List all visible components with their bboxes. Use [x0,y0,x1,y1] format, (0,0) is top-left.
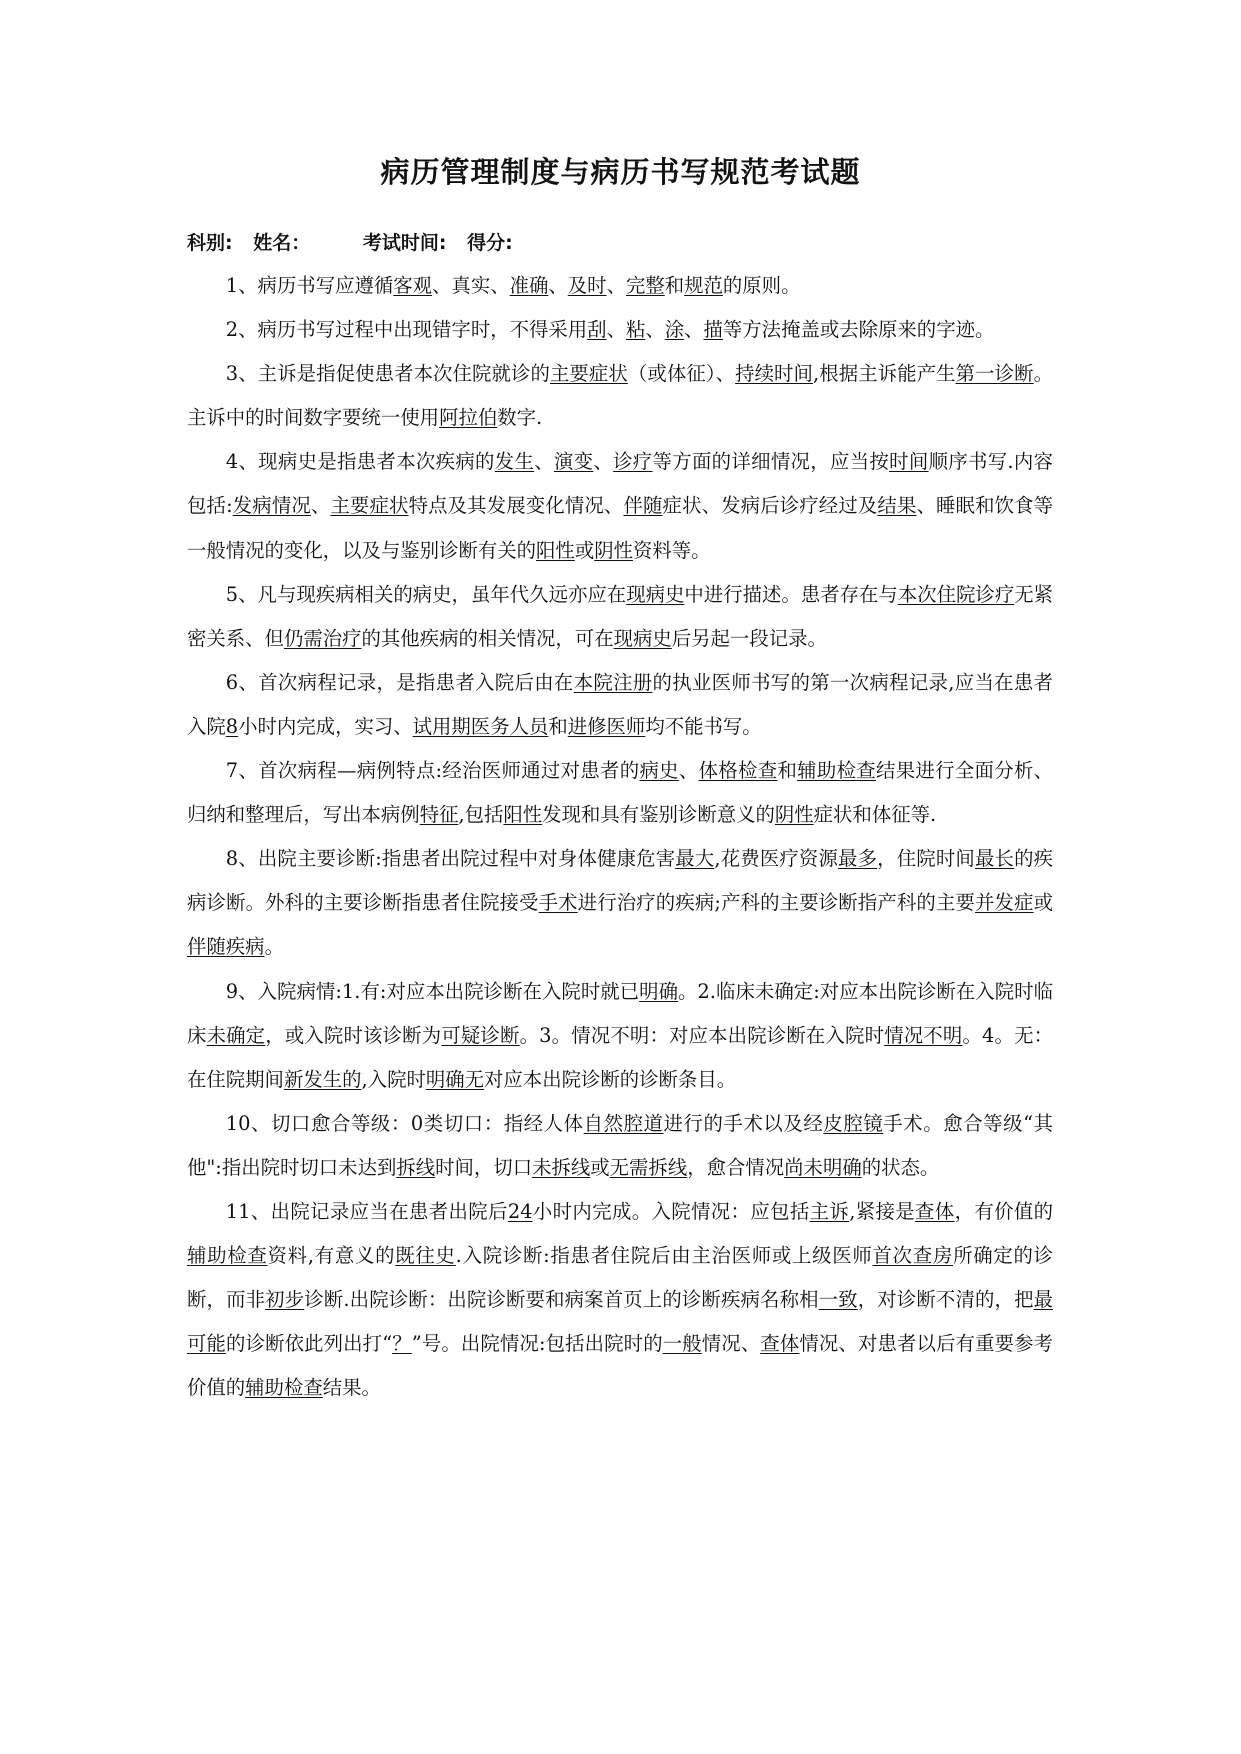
answer-blank: 8 [225,714,239,738]
question-text: 症状和体征等. [813,803,937,827]
answer-blank: 一般 [662,1332,702,1356]
question-text: ,花费医疗资源 [714,847,839,871]
question-text: 后另起一段记录。 [671,626,827,650]
answer-blank: 试用期医务人员 [412,714,549,738]
question-text: ,紧接是 [849,1199,916,1223]
answer-blank: 可疑诊断 [441,1023,520,1047]
answer-blank: 明确 [639,979,679,1003]
answer-blank: 辅助检查 [245,1376,323,1400]
question-text: ,根据主诉能产生 [813,362,956,386]
question-text: 数字. [497,406,543,430]
name-label: 姓名： [253,232,311,254]
question-text: 、睡眠和饮食等一般情况的变化，以及与鉴别诊断有关的 [187,494,1054,562]
answer-blank: 时间 [889,450,929,474]
answer-blank: 刮 [587,318,607,342]
answer-blank: 24 [507,1199,533,1223]
question-text: ，愈合情况 [687,1155,785,1179]
answer-blank: 既往史 [395,1244,456,1268]
answer-blank: 拆线 [396,1155,436,1179]
answer-blank: 未确定 [206,1023,266,1047]
question-text: 等方法掩盖或去除原来的字迹。 [722,318,995,342]
answer-blank: 尚未明确 [784,1155,862,1179]
answer-blank: 进修医师 [567,714,646,738]
answer-blank: 第一诊断 [955,362,1034,386]
answer-blank: ？ [392,1332,412,1356]
answer-blank: 本院注册 [573,670,653,694]
question-text: 5、凡与现疾病相关的病史，虽年代久远亦应在 [225,582,627,606]
time-label: 考试时间: [362,232,447,254]
answer-blank: 描 [703,318,723,342]
question-text: ,包括 [458,803,504,827]
question-text: 对应本出院诊断的诊断条目。 [484,1067,737,1091]
question-text: 4、现病史是指患者本次疾病的 [225,450,495,474]
question-6 [187,661,1053,749]
question-text: 1、病历书写应遵循 [225,274,394,297]
answer-blank: 阿拉伯 [439,406,498,430]
question-text: ，有价值的 [954,1199,1054,1223]
answer-blank: 阴性 [594,538,633,562]
question-text: 。主诉中的时间数字要统一使用 [187,362,1053,430]
answer-blank: 自然腔道 [583,1111,664,1135]
page-title: 病历管理制度与病历书写规范考试题 [380,155,861,189]
answer-blank: 辅助检查 [797,759,876,783]
question-text: 的疾病诊断。外科的主要诊断指患者住院接受 [187,847,1054,915]
question-text: 或 [574,538,595,562]
question-text: 、 [548,274,568,297]
answer-blank: 伴随疾病 [187,935,265,959]
question-text: 。4。无：在住院期间 [187,1023,1054,1091]
question-text: 、 [534,450,554,474]
question-1 [187,264,1053,308]
header-fields [187,228,527,255]
answer-blank: 阳性 [536,538,575,562]
answer-blank: 仍需治疗 [283,626,362,650]
question-text: 、真实、 [432,274,510,297]
question-text: 均不能书写。 [645,714,762,738]
question-text: ，或入院时该诊断为 [265,1023,442,1047]
question-7 [187,749,1053,837]
question-text: 的执业医师书写的第一次病程记录,应当在患者入院 [187,670,1054,738]
question-text: 2、病历书写过程中出现错字时，不得采用 [225,318,588,342]
question-text: 的诊断依此列出打“ [226,1332,393,1356]
question-5 [187,573,1053,661]
answer-blank: 阳性 [503,803,543,827]
question-text: （或体征）、 [627,362,736,386]
answer-blank: 规范 [684,274,723,297]
question-text: ”号。出院情况:包括出院时的 [411,1332,663,1356]
answer-blank: 及时 [567,274,607,297]
question-text: 和 [548,714,568,738]
question-text: 症状、发病后诊疗经过及 [662,494,878,518]
question-9 [187,970,1053,1102]
answer-blank: 涂 [664,318,685,342]
answer-blank: 发生 [494,450,535,474]
question-text: 、 [310,494,331,518]
answer-blank: 最多 [838,847,878,871]
answer-blank: 未拆线 [532,1155,591,1179]
question-text: 、 [684,318,704,342]
question-text: 、 [606,318,626,342]
question-text: 中进行描述。患者存在与 [684,582,898,606]
question-text: 7、首次病程—病例特点:经治医师通过对患者的 [225,759,640,783]
question-text: 等方面的详细情况，应当按 [652,450,890,474]
answer-blank: 客观 [393,274,433,297]
answer-blank: 体格检查 [698,759,778,783]
question-text: 无紧密关系、但 [187,582,1054,650]
question-text: 、 [606,274,626,297]
question-text: 10、切口愈合等级：0类切口：指经人体 [225,1111,584,1135]
question-text: 或 [590,1155,610,1179]
question-text: 。 [264,935,284,959]
answer-blank: 病史 [639,759,679,783]
question-text: 的原则。 [722,274,801,297]
question-text: 所确定的诊断，而非 [187,1244,1054,1312]
question-text: 。2.临床未确定:对应本出院诊断在入院时临床 [187,979,1053,1047]
question-text: 11、出院记录应当在患者出院后 [225,1199,508,1223]
answer-blank: 持续时间 [735,362,814,386]
question-text: 小时内完成，实习、 [238,714,413,738]
question-text: 时间，切口 [435,1155,533,1179]
answer-blank: 演变 [553,450,594,474]
answer-blank: 准确 [509,274,549,297]
question-text: 资料,有意义的 [267,1244,396,1268]
question-text: 、 [678,759,699,783]
question-text: ，对诊断不清的，把 [857,1288,1034,1312]
question-8 [187,837,1053,969]
answer-blank: 无需拆线 [609,1155,688,1179]
answer-blank: 特征 [419,803,459,827]
question-text: 8、出院主要诊断:指患者出院过程中对身体健康危害 [225,847,676,871]
dept-label: 科别: [187,232,233,254]
question-text: 3、主诉是指促使患者本次住院就诊的 [225,362,550,386]
question-10 [187,1102,1053,1190]
question-text: .入院诊断:指患者住院后由主治医师或上级医师 [455,1244,873,1268]
question-4 [187,440,1053,572]
answer-blank: 伴随 [623,494,663,518]
answer-blank: 发病情况 [232,494,311,518]
question-text: 发现和具有鉴别诊断意义的 [542,803,775,827]
question-text: 结果。 [322,1376,381,1400]
answer-blank: 皮腔镜 [823,1111,884,1135]
question-text: 资料等。 [632,538,711,562]
answer-blank: 主诉 [809,1199,850,1223]
question-text: 进行的手术以及经 [663,1111,824,1135]
answer-blank: 一致 [818,1288,858,1312]
answer-blank: 手术 [538,891,578,915]
question-text: 进行治疗的疾病;产科的主要诊断指产科的主要 [577,891,976,915]
question-3 [187,352,1053,440]
answer-blank: 并发症 [975,891,1034,915]
question-11 [187,1190,1053,1410]
answer-blank: 粘 [625,318,646,342]
answer-blank: 查体 [760,1332,800,1356]
answer-blank: 结果 [877,494,917,518]
answer-blank: 现病史 [613,626,672,650]
question-text: 特点及其发展变化情况、 [408,494,624,518]
question-text: 或 [1033,891,1054,915]
answer-blank: 最大 [675,847,715,871]
answer-blank: 初步 [265,1288,305,1312]
answer-blank: 现病史 [626,582,685,606]
answer-blank: 最可能 [187,1288,1054,1356]
question-text: 手术。愈合等级“其他":指出院时切口未达到 [187,1111,1054,1179]
answer-blank: 最长 [974,847,1015,871]
question-text: 的其他疾病的相关情况，可在 [361,626,614,650]
question-text: 小时内完成。入院情况：应包括 [532,1199,810,1223]
answer-blank: 主要症状 [330,494,409,518]
answer-blank: 主要症状 [549,362,628,386]
answer-blank: 阴性 [774,803,814,827]
answer-blank: 首次查房 [872,1244,954,1268]
score-label: 得分: [467,232,513,254]
question-text: 情况、 [701,1332,761,1356]
question-text: 9、入院病情:1.有:对应本出院诊断在入院时就已 [225,979,640,1003]
question-text: 。3。情况不明：对应本出院诊断在入院时 [519,1023,885,1047]
answer-blank: 完整 [625,274,665,297]
question-text: ,入院时 [361,1067,426,1091]
question-text: 6、首次病程记录，是指患者入院后由在 [225,670,574,694]
question-text: 、 [593,450,614,474]
answer-blank: 本次住院诊疗 [897,582,1015,606]
question-text: 顺序书写.内容包括: [187,450,1054,518]
question-list [187,264,1053,1410]
question-text: 情况、对患者以后有重要参考价值的 [187,1332,1054,1400]
answer-blank: 新发生的 [283,1067,362,1091]
question-text: ，住院时间 [877,847,975,871]
question-text: 和 [664,274,685,297]
question-text: 、 [645,318,665,342]
question-2 [187,308,1053,352]
answer-blank: 明确无 [425,1067,485,1091]
question-text: 和 [777,759,798,783]
answer-blank: 诊疗 [613,450,653,474]
question-text: 诊断.出院诊断：出院诊断要和病案首页上的诊断疾病名称相 [304,1288,819,1312]
answer-blank: 情况不明 [884,1023,963,1047]
answer-blank: 辅助检查 [187,1244,268,1268]
answer-blank: 查体 [915,1199,955,1223]
question-text: 的状态。 [861,1155,940,1179]
question-text: 结果进行全面分析、归纳和整理后，写出本病例 [187,759,1054,827]
